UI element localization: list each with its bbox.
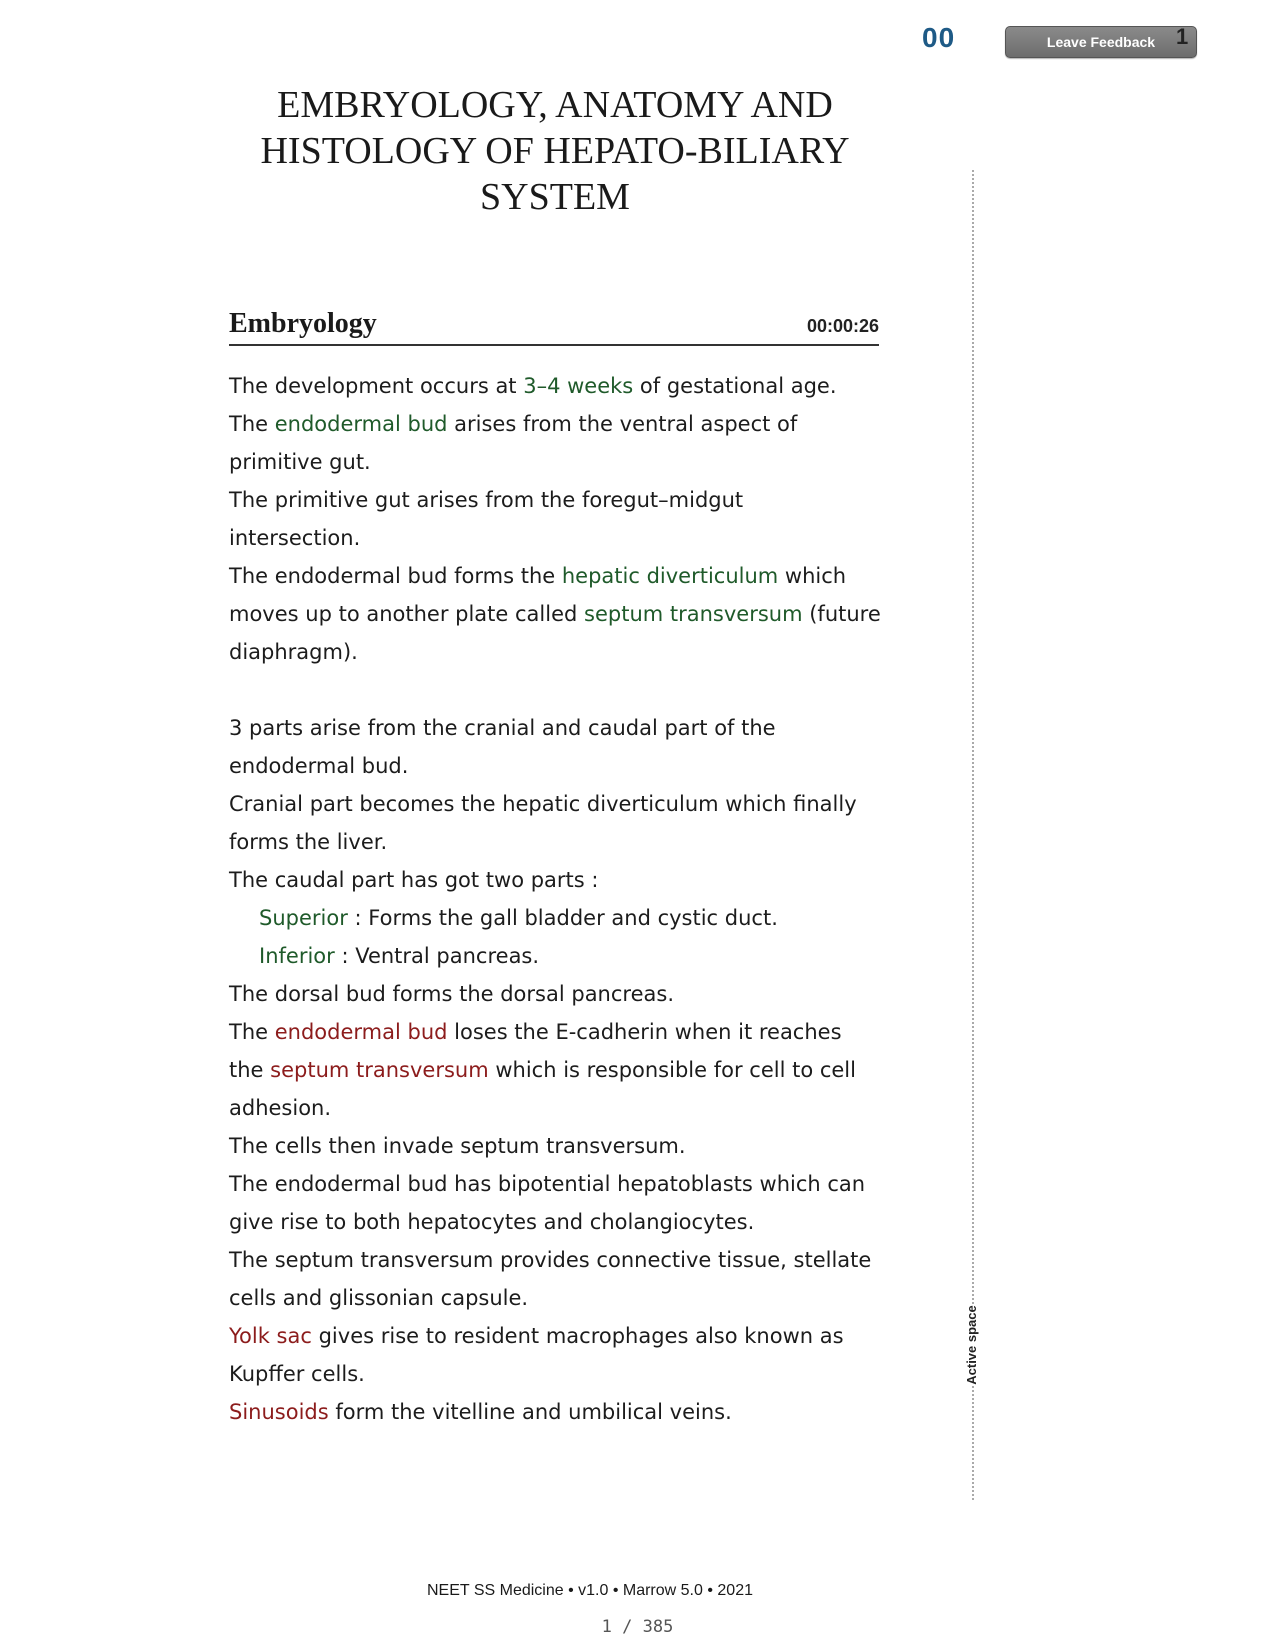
handwritten-notes bbox=[229, 367, 899, 1431]
section-timestamp[interactable]: 00:00:26 bbox=[806, 316, 879, 336]
note-line: The septum transversum provides connective tissue, stellate bbox=[229, 1248, 872, 1272]
note-line: The primitive gut arises from the foregut–midgut bbox=[229, 488, 744, 512]
title-line-3: SYSTEM bbox=[480, 176, 630, 218]
note-line: The caudal part has got two parts : bbox=[229, 868, 599, 892]
note-line: primitive gut. bbox=[229, 450, 371, 474]
note-line: The endodermal bud arises from the ventral aspect of bbox=[229, 412, 798, 436]
active-space-label: Active space bbox=[964, 1305, 984, 1385]
note-line: intersection. bbox=[229, 526, 361, 550]
page-indicator: 1 / 385 bbox=[601, 1617, 674, 1637]
note-line: moves up to another plate called septum transversum (future bbox=[229, 602, 881, 626]
feedback-count-badge: 1 bbox=[1176, 24, 1189, 49]
note-line: Kupffer cells. bbox=[229, 1362, 365, 1386]
note-line: Cranial part becomes the hepatic diverticulum which finally bbox=[229, 792, 857, 816]
note-line: forms the liver. bbox=[229, 830, 388, 854]
note-line: the septum transversum which is responsible for cell to cell bbox=[229, 1058, 856, 1082]
note-line: give rise to both hepatocytes and cholangiocytes. bbox=[229, 1210, 755, 1234]
note-line: The development occurs at 3–4 weeks of gestational age. bbox=[229, 374, 837, 398]
note-line: The endodermal bud loses the E-cadherin when it reaches bbox=[229, 1020, 842, 1044]
note-gap bbox=[229, 671, 899, 709]
note-line: endodermal bud. bbox=[229, 754, 409, 778]
title-line-2: HISTOLOGY OF HEPATO-BILIARY bbox=[260, 130, 850, 172]
note-line: The dorsal bud forms the dorsal pancreas. bbox=[229, 982, 674, 1006]
page-code: 00 bbox=[922, 22, 956, 53]
active-space-divider bbox=[972, 170, 974, 1500]
note-line: 3 parts arise from the cranial and caudal part of the bbox=[229, 716, 776, 740]
note-line: Inferior : Ventral pancreas. bbox=[259, 944, 540, 968]
note-line: Yolk sac gives rise to resident macrophages also known as bbox=[229, 1324, 844, 1348]
title-line-1: EMBRYOLOGY, ANATOMY AND bbox=[277, 84, 833, 126]
note-line: The endodermal bud forms the hepatic diverticulum which bbox=[229, 564, 847, 588]
note-line: Superior : Forms the gall bladder and cystic duct. bbox=[259, 906, 778, 930]
document-title bbox=[230, 82, 880, 220]
section-header bbox=[229, 308, 879, 346]
note-line: Sinusoids form the vitelline and umbilical veins. bbox=[229, 1400, 732, 1424]
footer-credit: NEET SS Medicine • v1.0 • Marrow 5.0 • 2021 bbox=[427, 1582, 753, 1599]
note-line: cells and glissonian capsule. bbox=[229, 1286, 529, 1310]
note-line: diaphragm). bbox=[229, 640, 358, 664]
note-line: The endodermal bud has bipotential hepatoblasts which can bbox=[229, 1172, 866, 1196]
leave-feedback-button[interactable]: Leave Feedback bbox=[1005, 26, 1197, 58]
section-title: Embryology bbox=[229, 308, 377, 339]
note-line: The cells then invade septum transversum. bbox=[229, 1134, 686, 1158]
note-line: adhesion. bbox=[229, 1096, 332, 1120]
